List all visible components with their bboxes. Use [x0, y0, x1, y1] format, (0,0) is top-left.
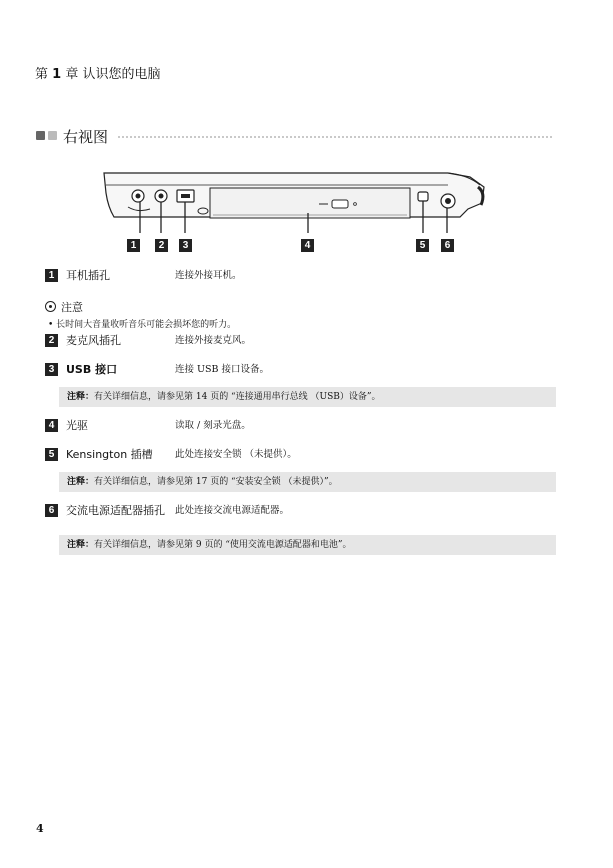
- item-number: 3: [45, 363, 58, 376]
- figure-callout-5: 5: [416, 239, 429, 252]
- item-description: 连接外接耳机。: [175, 270, 242, 281]
- item-label: 麦克风插孔: [66, 334, 121, 347]
- note-security-lock: [59, 472, 556, 492]
- figure-callout-2: 2: [155, 239, 168, 252]
- caution-box: [45, 299, 236, 330]
- item-number: 5: [45, 448, 58, 461]
- item-description: 读取 / 刻录光盘。: [175, 420, 251, 431]
- item-description: 此处连接安全锁 （未提供）。: [175, 449, 297, 460]
- caution-title: 注意: [61, 301, 83, 314]
- item-label: 交流电源适配器插孔: [66, 504, 165, 517]
- item-label: USB 接口: [66, 363, 118, 376]
- caution-title-row: [45, 299, 236, 315]
- item-label: 耳机插孔: [66, 269, 110, 282]
- page-number: 4: [36, 822, 44, 835]
- caution-icon: [45, 301, 56, 312]
- figure-callout-3: 3: [179, 239, 192, 252]
- laptop-right-side-figure: [98, 163, 488, 255]
- caution-text: • 长时间大音量收听音乐可能会损坏您的听力。: [48, 320, 237, 330]
- laptop-side-illustration: [98, 163, 488, 233]
- item-number: 1: [45, 269, 58, 282]
- section-header: [36, 126, 552, 146]
- item-label: Kensington 插槽: [66, 448, 153, 461]
- item-description: 连接外接麦克风。: [175, 335, 252, 346]
- item-label: 光驱: [66, 419, 88, 432]
- section-title: 右视图: [63, 128, 109, 146]
- section-marker-light: [48, 131, 57, 140]
- section-divider: [118, 136, 552, 138]
- section-marker-dark: [36, 131, 45, 140]
- note-text: 有关详细信息，请参见第 17 页的 “安装安全锁 （未提供）”。: [94, 477, 338, 487]
- note-label: 注释：: [67, 477, 95, 487]
- chapter-number: 1: [52, 67, 62, 82]
- note-text: 有关详细信息，请参见第 9 页的 “使用交流电源适配器和电池”。: [94, 540, 352, 550]
- figure-callout-6: 6: [441, 239, 454, 252]
- note-label: 注释：: [67, 540, 95, 550]
- figure-callout-1: 1: [127, 239, 140, 252]
- note-ac-adapter: [59, 535, 556, 555]
- chapter-title: 章 认识您的电脑: [65, 67, 161, 82]
- note-label: 注释：: [67, 392, 95, 402]
- item-number: 4: [45, 419, 58, 432]
- item-description: 此处连接交流电源适配器。: [175, 505, 290, 516]
- figure-callout-4: 4: [301, 239, 314, 252]
- chapter-heading: [35, 63, 160, 82]
- item-description: 连接 USB 接口设备。: [175, 364, 270, 375]
- note-usb: [59, 387, 556, 407]
- chapter-prefix: 第: [35, 67, 49, 82]
- item-number: 2: [45, 334, 58, 347]
- item-number: 6: [45, 504, 58, 517]
- note-text: 有关详细信息，请参见第 14 页的 “连接通用串行总线 （USB）设备”。: [94, 392, 381, 402]
